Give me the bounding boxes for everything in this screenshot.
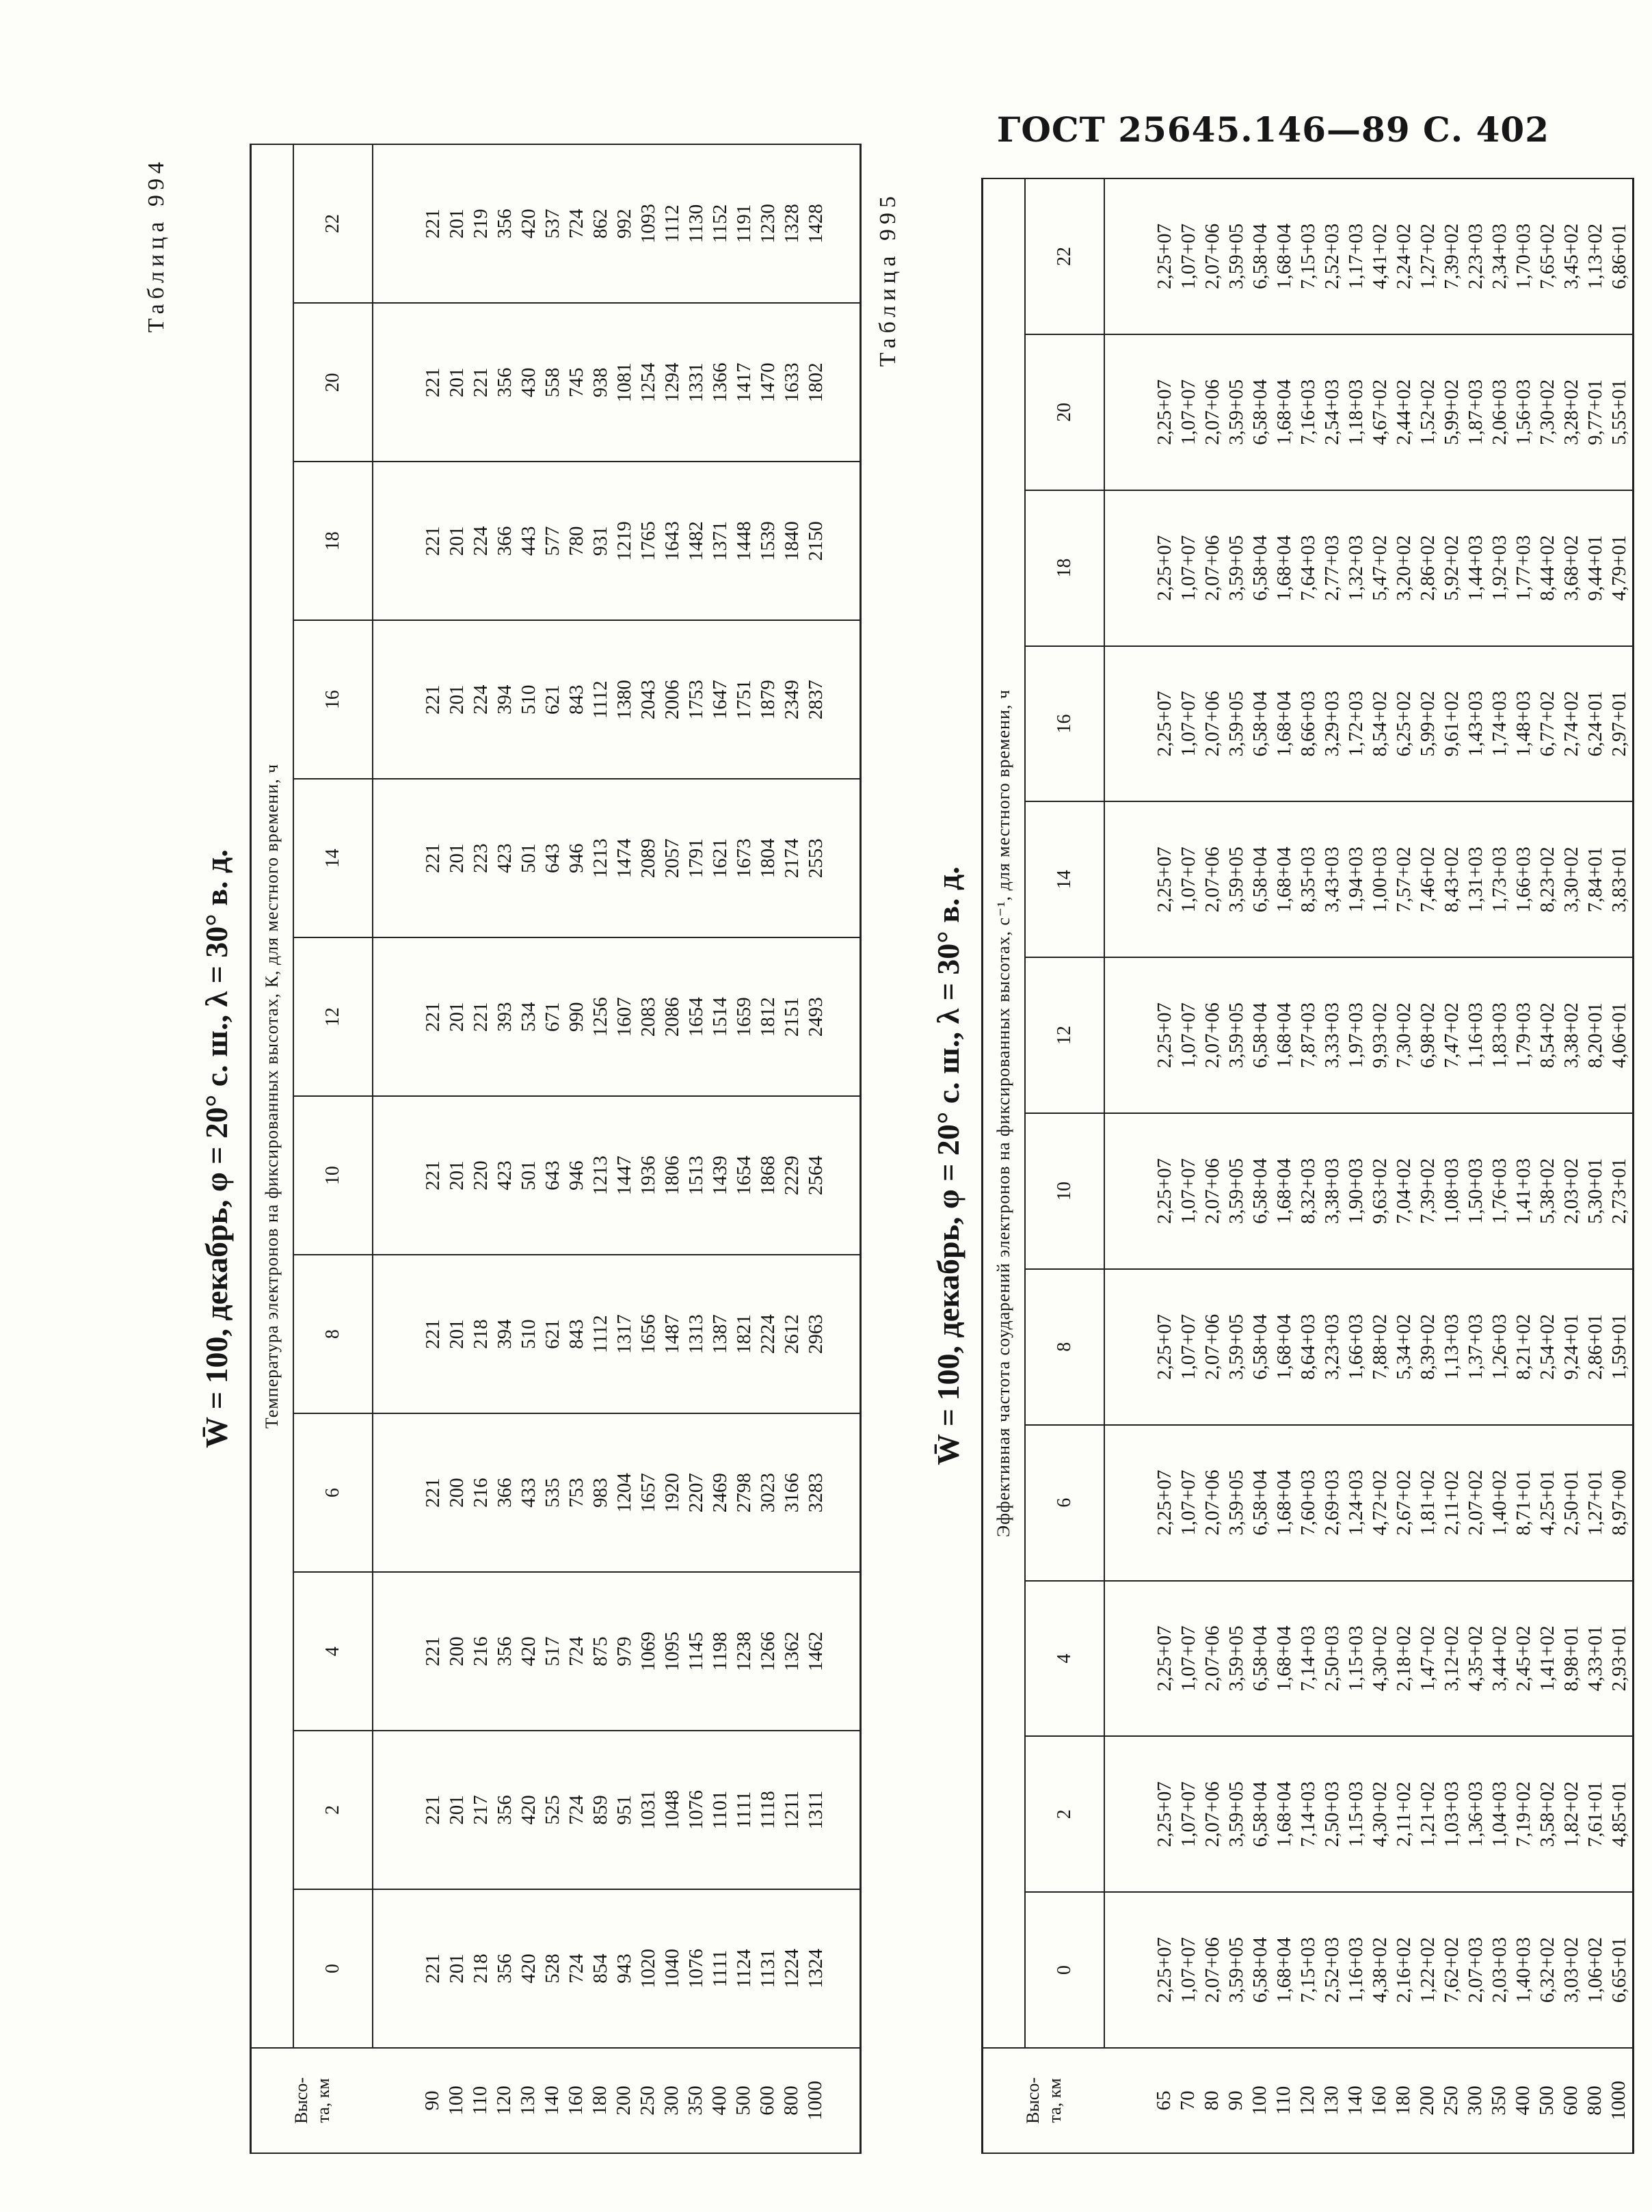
hour-header: 6 — [293, 1413, 373, 1572]
hour-header: 18 — [1025, 490, 1104, 646]
value-column: 2,25+07 1,07+07 2,07+06 3,59+05 6,58+04 1,68+04 8,35+03 3,43+03 1,94+03 1,00+03 7,57+02 7,46+02 8,43+02 1,31+03 1,73+03 1,66+03 8,23+02 3,30+02 7,84+01 3,83+01 — [1104, 801, 1634, 957]
hour-header: 16 — [1025, 646, 1104, 802]
value-column: 2,25+07 1,07+07 2,07+06 3,59+05 6,58+04 1,68+04 7,14+03 2,50+03 1,15+03 4,30+02 2,11+02 1,21+02 1,03+03 1,36+03 1,04+03 7,19+02 3,58+02 1,82+02 7,61+01 4,85+01 — [1104, 1736, 1634, 1892]
value-column: 2,25+07 1,07+07 2,07+06 3,59+05 6,58+04 1,68+04 7,60+03 2,69+03 1,24+03 4,72+02 2,67+02 1,81+02 2,11+02 2,07+02 1,40+02 8,71+01 4,25+01 2,50+01 1,27+01 8,97+00 — [1104, 1425, 1634, 1581]
hour-header: 0 — [293, 1889, 373, 2048]
hour-header: 0 — [1025, 1892, 1104, 2048]
hour-header: 8 — [1025, 1269, 1104, 1425]
hour-header: 12 — [1025, 957, 1104, 1113]
hour-header: 10 — [1025, 1113, 1104, 1269]
value-column: 221 200 216 356 420 517 724 875 979 1069 1095 1145 1198 1238 1266 1362 1462 — [373, 1572, 861, 1731]
hour-header: 12 — [293, 937, 373, 1096]
value-column: 2,25+07 1,07+07 2,07+06 3,59+05 6,58+04 1,68+04 8,64+03 3,23+03 1,66+03 7,88+02 5,34+02 8,39+02 1,13+03 1,37+03 1,26+03 8,21+02 2,54+02 9,24+01 2,86+01 1,59+01 — [1104, 1269, 1634, 1425]
value-column: 2,25+07 1,07+07 2,07+06 3,59+05 6,58+04 1,68+04 7,64+03 2,77+03 1,32+03 5,47+02 3,20+02 2,86+02 5,92+02 1,44+03 1,92+03 1,77+03 8,44+02 3,68+02 9,44+01 4,79+01 — [1104, 490, 1634, 646]
value-column: 2,25+07 1,07+07 2,07+06 3,59+05 6,58+04 1,68+04 7,15+03 2,52+03 1,17+03 4,41+02 2,24+02 1,27+02 7,39+02 2,23+03 2,34+03 1,70+03 7,65+02 3,45+02 1,13+02 6,86+01 — [1104, 178, 1634, 334]
table-subtitle: W̄ = 100, декабрь, φ = 20° с. ш., λ = 30° в. д. — [931, 866, 965, 1465]
value-column: 221 201 224 394 510 621 843 1112 1380 2043 2006 1753 1647 1751 1879 2349 2837 — [373, 620, 861, 779]
hour-header: 18 — [293, 462, 373, 620]
value-column: 221 201 223 423 501 643 946 1213 1474 2089 2057 1791 1621 1673 1804 2174 2553 — [373, 779, 861, 937]
altitude-column: 90 100 110 120 130 140 160 180 200 250 300 350 400 500 600 800 1000 — [373, 2048, 861, 2153]
value-column: 2,25+07 1,07+07 2,07+06 3,59+05 6,58+04 1,68+04 8,66+03 3,29+03 1,72+03 8,54+02 6,25+02 5,99+02 9,61+02 1,43+03 1,74+03 1,48+03 6,77+02 2,74+02 6,24+01 2,97+01 — [1104, 646, 1634, 802]
value-column: 2,25+07 1,07+07 2,07+06 3,59+05 6,58+04 1,68+04 8,32+03 3,38+03 1,90+03 9,63+02 7,04+02 7,39+02 1,08+03 1,50+03 1,76+03 1,41+03 5,38+02 2,03+02 5,30+01 2,73+01 — [1104, 1113, 1634, 1269]
hour-header: 22 — [1025, 178, 1104, 334]
hour-header: 16 — [293, 620, 373, 779]
super-header: Температура электронов на фиксированных высотах, К, для местного времени, ч — [251, 144, 294, 2048]
hour-header: 20 — [293, 303, 373, 462]
altitude-header: Высо- та, км — [983, 2048, 1105, 2153]
table-995-block — [862, 178, 1630, 2154]
value-column: 221 201 220 423 501 643 946 1213 1447 1936 1806 1513 1439 1654 1868 2229 2564 — [373, 1096, 861, 1255]
data-table — [250, 144, 862, 2154]
value-column: 2,25+07 1,07+07 2,07+06 3,59+05 6,58+04 1,68+04 7,15+03 2,52+03 1,16+03 4,38+02 2,16+02 1,22+02 7,62+02 2,07+03 2,03+03 1,40+03 6,32+02 3,03+02 1,06+02 6,65+01 — [1104, 1892, 1634, 2048]
hour-header: 22 — [293, 144, 373, 303]
table-label: Таблица 994 — [144, 157, 169, 333]
value-column: 221 201 217 356 420 525 724 859 951 1031 1048 1076 1101 1111 1118 1211 1311 — [373, 1731, 861, 1889]
altitude-header: Высо- та, км — [251, 2048, 373, 2153]
super-header: Эффективная частота соударений электронов на фиксированных высотах, с⁻¹, для местного времени, ч — [983, 178, 1026, 2048]
hour-header: 4 — [293, 1572, 373, 1731]
table-994-block — [130, 144, 855, 2154]
value-column: 221 200 216 366 433 535 753 983 1204 1657 1920 2207 2469 2798 3023 3166 3283 — [373, 1413, 861, 1572]
value-column: 221 201 221 393 534 671 990 1256 1607 2083 2086 1654 1514 1659 1812 2151 2493 — [373, 937, 861, 1096]
hour-header: 20 — [1025, 334, 1104, 490]
hour-header: 14 — [293, 779, 373, 937]
altitude-column: 65 70 80 90 100 110 120 130 140 160 180 200 250 300 350 400 500 600 800 1000 — [1104, 2048, 1634, 2153]
value-column: 2,25+07 1,07+07 2,07+06 3,59+05 6,58+04 1,68+04 7,87+03 3,33+03 1,97+03 9,93+02 7,30+02 6,98+02 7,47+02 1,16+03 1,83+03 1,79+03 8,54+02 3,38+02 8,20+01 4,06+01 — [1104, 957, 1634, 1113]
value-column: 2,25+07 1,07+07 2,07+06 3,59+05 6,58+04 1,68+04 7,14+03 2,50+03 1,15+03 4,30+02 2,18+02 1,47+02 3,12+02 4,35+02 3,44+02 2,45+02 1,41+02 8,98+01 4,33+01 2,93+01 — [1104, 1581, 1634, 1737]
hour-header: 10 — [293, 1096, 373, 1255]
value-column: 221 201 218 394 510 621 843 1112 1317 1656 1487 1313 1387 1821 2224 2612 2963 — [373, 1255, 861, 1413]
value-column: 221 201 221 356 430 558 745 938 1081 1254 1294 1331 1366 1417 1470 1633 1802 — [373, 303, 861, 462]
value-column: 221 201 218 356 420 528 724 854 943 1020 1040 1076 1111 1124 1131 1224 1324 — [373, 1889, 861, 2048]
table-label: Таблица 995 — [875, 191, 901, 367]
data-table — [981, 178, 1634, 2154]
hour-header: 2 — [293, 1731, 373, 1889]
value-column: 221 201 224 366 443 577 780 931 1219 1765 1643 1482 1371 1448 1539 1840 2150 — [373, 462, 861, 620]
hour-header: 4 — [1025, 1581, 1104, 1737]
hour-header: 8 — [293, 1255, 373, 1413]
value-column: 2,25+07 1,07+07 2,07+06 3,59+05 6,58+04 1,68+04 7,16+03 2,54+03 1,18+03 4,67+02 2,44+02 1,52+02 5,99+02 1,87+03 2,06+03 1,56+03 7,30+02 3,28+02 9,77+01 5,55+01 — [1104, 334, 1634, 490]
page-header: ГОСТ 25645.146—89 С. 402 — [996, 109, 1549, 150]
hour-header: 2 — [1025, 1736, 1104, 1892]
table-subtitle: W̄ = 100, декабрь, φ = 20° с. ш., λ = 30° в. д. — [199, 849, 234, 1448]
hour-header: 6 — [1025, 1425, 1104, 1581]
value-column: 221 201 219 356 420 537 724 862 992 1093 1112 1130 1152 1191 1230 1328 1428 — [373, 144, 861, 303]
hour-header: 14 — [1025, 801, 1104, 957]
